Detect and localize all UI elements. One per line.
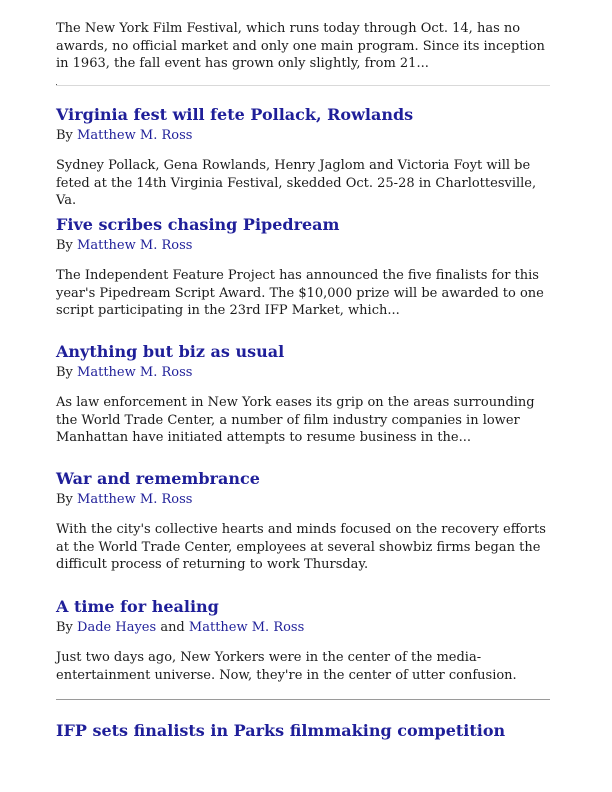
article-summary: As law enforcement in New York eases its grip on the areas surrounding the World Trade Center, a number of film industry companies in lower Manhattan have initiated attempts to resume business in the...: [56, 395, 535, 445]
byline-prefix: By: [56, 238, 73, 253]
article-summary: With the city's collective hearts and minds focused on the recovery efforts at the World Trade Center, employees at several showbiz firms began the difficult process of returning to work Thursday.: [56, 522, 546, 572]
byline-prefix: By: [56, 492, 73, 507]
article-summary: Sydney Pollack, Gena Rowlands, Henry Jaglom and Victoria Foyt will be feted at the 14th Virginia Festival, skedded Oct. 25-28 in Charlottesville, Va.: [56, 158, 537, 208]
lead-summary: The New York Film Festival, which runs today through Oct. 14, has no awards, no official market and only one main program. Since its inception in 1963, the fall event has grown only slightly, from 21...: [56, 21, 545, 71]
article-headline[interactable]: Virginia fest will fete Pollack, Rowlands: [56, 105, 414, 124]
article-headline[interactable]: Five scribes chasing Pipedream: [56, 215, 340, 234]
article-headline[interactable]: A time for healing: [56, 597, 219, 616]
article-2: [56, 215, 556, 320]
next-section-headline[interactable]: IFP sets finalists in Parks filmmaking competition: [56, 721, 506, 740]
author-link[interactable]: Matthew M. Ross: [77, 238, 193, 253]
article-byline: [56, 127, 556, 145]
section-divider: [56, 699, 550, 700]
article-headline[interactable]: War and remembrance: [56, 469, 260, 488]
author-link[interactable]: Matthew M. Ross: [77, 365, 193, 380]
divider-dot: [56, 84, 57, 85]
article-byline: [56, 491, 556, 509]
section-divider: [56, 85, 550, 86]
author-link[interactable]: Dade Hayes: [77, 620, 157, 635]
byline-conjunction: and: [160, 620, 185, 635]
article-1: [56, 105, 556, 210]
article-summary: The Independent Feature Project has announced the five finalists for this year's Pipedream Script Award. The $10,000 prize will be awarded to one script participating in the 23rd IFP Market, which...: [56, 268, 544, 318]
article-summary: Just two days ago, New Yorkers were in the center of the media-entertainment universe. Now, they're in the center of utter confusion.: [56, 650, 517, 683]
author-link[interactable]: Matthew M. Ross: [77, 128, 193, 143]
article-byline: [56, 237, 556, 255]
author-link[interactable]: Matthew M. Ross: [188, 620, 305, 635]
article-4: [56, 469, 556, 574]
byline-prefix: By: [56, 620, 73, 635]
article-3: [56, 342, 556, 447]
article-headline[interactable]: Anything but biz as usual: [56, 342, 285, 361]
article-byline: [56, 364, 556, 382]
article-5: [56, 597, 556, 684]
article-byline: [56, 619, 556, 637]
byline-prefix: By: [56, 128, 73, 143]
byline-prefix: By: [56, 365, 73, 380]
author-link[interactable]: Matthew M. Ross: [77, 492, 193, 507]
